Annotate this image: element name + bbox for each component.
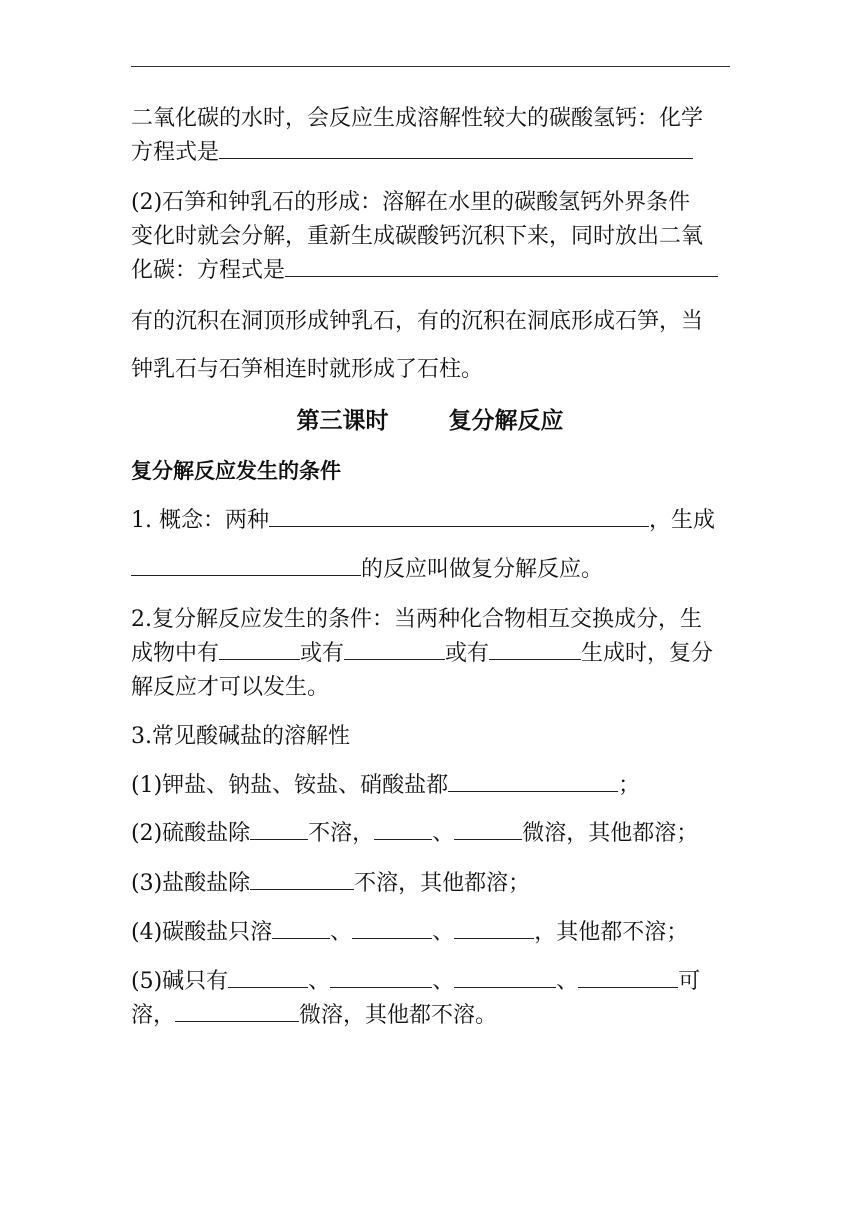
- answer-blank[interactable]: [489, 637, 581, 660]
- answer-blank[interactable]: [285, 254, 718, 277]
- equation-line: [131, 136, 731, 170]
- text-line: 3.常见酸碱盐的溶解性: [131, 724, 350, 749]
- text-line: 解反应才可以发生。: [131, 675, 330, 700]
- answer-blank[interactable]: [454, 817, 522, 840]
- header-rule: [131, 66, 730, 67]
- equation-prompt: 化碳：方程式是: [131, 258, 286, 283]
- solubility-rule-3: (3)盐酸盐除 不溶，其他都溶；: [131, 867, 731, 901]
- answer-blank[interactable]: [448, 769, 618, 792]
- answer-blank[interactable]: [344, 637, 445, 660]
- text-line: 钟乳石与石笋相连时就形成了石柱。: [131, 357, 484, 382]
- subheading: 复分解反应发生的条件: [131, 459, 341, 483]
- concept-line: 1. 概念：两种 ，生成: [131, 504, 731, 538]
- text-line: (2)石笋和钟乳石的形成：溶解在水里的碳酸氢钙外界条件: [131, 190, 691, 215]
- conditions-line: 成物中有 或有 或有 生成时，复分: [131, 637, 731, 671]
- solubility-rule-2: (2)硫酸盐除 不溶， 、 微溶，其他都溶；: [131, 817, 731, 851]
- text-line: 变化时就会分解，重新生成碳酸钙沉积下来，同时放出二氧: [131, 224, 704, 249]
- answer-blank[interactable]: [250, 817, 308, 840]
- solubility-rule-5-cont: 溶， 微溶，其他都不溶。: [131, 999, 731, 1033]
- answer-blank[interactable]: [228, 965, 308, 988]
- lesson-title: [0, 402, 860, 435]
- solubility-rule-4: (4)碳酸盐只溶 、 、 ，其他都不溶；: [131, 916, 731, 950]
- answer-blank[interactable]: [131, 553, 361, 576]
- text-line: 2.复分解反应发生的条件：当两种化合物相互交换成分，生: [131, 607, 702, 632]
- answer-blank[interactable]: [269, 504, 649, 527]
- answer-blank[interactable]: [175, 999, 299, 1022]
- text-line: 二氧化碳的水时，会反应生成溶解性较大的碳酸氢钙：化学: [131, 106, 704, 131]
- answer-blank[interactable]: [272, 916, 330, 939]
- answer-blank[interactable]: [454, 916, 534, 939]
- answer-blank[interactable]: [352, 916, 432, 939]
- solubility-rule-1: (1)钾盐、钠盐、铵盐、硝酸盐都 ；: [131, 769, 731, 803]
- lesson-topic: 复分解反应: [448, 408, 564, 434]
- answer-blank[interactable]: [219, 136, 693, 159]
- answer-blank[interactable]: [250, 867, 354, 890]
- answer-blank[interactable]: [330, 965, 432, 988]
- answer-blank[interactable]: [454, 965, 556, 988]
- concept-line: 的反应叫做复分解反应。: [131, 553, 731, 587]
- answer-blank[interactable]: [374, 817, 432, 840]
- text-line: 有的沉积在洞顶形成钟乳石，有的沉积在洞底形成石笋，当: [131, 309, 704, 334]
- equation-prompt: 方程式是: [131, 140, 220, 165]
- answer-blank[interactable]: [219, 637, 300, 660]
- answer-blank[interactable]: [578, 965, 678, 988]
- solubility-rule-5: (5)碱只有 、 、 、 可: [131, 965, 731, 999]
- lesson-number: 第三课时: [296, 408, 389, 434]
- equation-line: [131, 254, 731, 288]
